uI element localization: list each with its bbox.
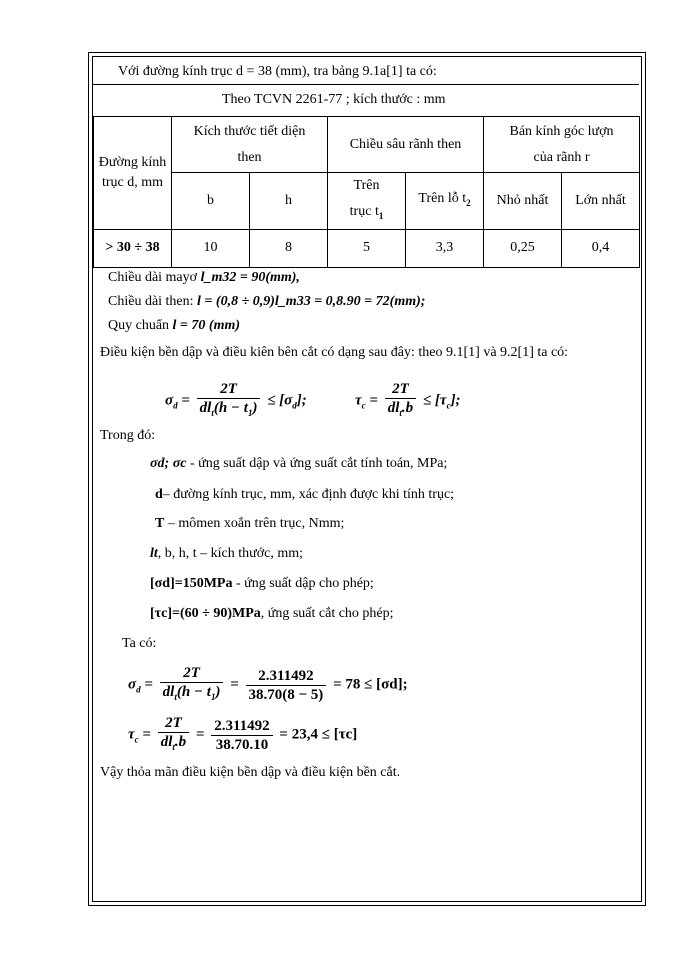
condition-paragraph: Điều kiện bền dập và điều kiên bên cắt có dạng sau đây: theo 9.1[1] và 9.2[1] ta có: (100, 345, 569, 360)
standard-text: Theo TCVN 2261-77 ; kích thước : mm (222, 92, 446, 107)
def-torque: T – mômen xoắn trên trục, Nmm; (155, 516, 345, 531)
formula-tau: $\tau_c$ = $\frac{2T}{dl_t.b}$ ≤ $[\tau_c]$; (355, 381, 461, 418)
def-allow-tau: [τc]=(60 ÷ 90)MPa, ứng suất cắt cho phép; (150, 606, 394, 621)
cell-rmin: 0,25 (484, 229, 562, 267)
header-min: Nhỏ nhất (484, 173, 562, 230)
cell-shaft-range: > 30 ÷ 38 (94, 229, 172, 267)
ta-co-label: Ta có: (122, 636, 157, 651)
header-shaft: Đường kính trục d, mm (94, 117, 172, 230)
def-dimensions: lt, b, h, t – kích thước, mm; (150, 546, 304, 561)
divider (93, 84, 639, 85)
def-stress: σd; σc - ứng suất dập và ứng suất cắt tính toán, MPa; (150, 456, 448, 471)
def-allow-sigma: [σd]=150MPa - ứng suất dập cho phép; (150, 576, 374, 591)
cell-t2: 3,3 (406, 229, 484, 267)
header-max: Lớn nhất (562, 173, 640, 230)
calc-sigma: $\sigma_d$ = $\frac{2T}{dl_t(h - t_1)}$ = $\frac{2.311492}{38.70(8 - 5)}$ = 78 ≤ [σd]; (128, 665, 408, 703)
hub-length-line: Chiều dài mayơ l_m32 = 90(mm), (108, 270, 300, 285)
header-depth: Chiều sâu rãnh then (328, 117, 484, 173)
cell-rmax: 0,4 (562, 229, 640, 267)
def-diameter: d– đường kính trục, mm, xác định được khi tính trục; (155, 487, 455, 502)
header-t2: Trên lỗ $t_2$ (406, 173, 484, 230)
calc-tau: $\tau_c$ = $\frac{2T}{dl_t.b}$ = $\frac{2.311492}{38.70.10}$ = 23,4 ≤ [τc] (128, 715, 358, 753)
header-radius: Bán kính góc lượn của rãnh r (484, 117, 640, 173)
intro-text: Với đường kính trục d = 38 (mm), tra bảng 9.1a[1] ta có: (118, 64, 437, 79)
conclusion-text: Vậy thỏa mãn điều kiện bền dập và điều kiện bền cắt. (100, 765, 401, 780)
cell-t1: 5 (328, 229, 406, 267)
header-t1: Trên trục $t_1$ (328, 173, 406, 230)
cell-b: 10 (172, 229, 250, 267)
formula-sigma: $\sigma_d$ = $\frac{2T}{dl_t(h - t_1)}$ ≤ $[\sigma_d]$; (165, 381, 307, 418)
key-spec-table (93, 116, 640, 268)
standardize-line: Quy chuẩn l = 70 (mm) (108, 318, 241, 333)
key-length-line: Chiều dài then: l = (0,8 ÷ 0,9)l_m33 = 0,8.90 = 72(mm); (108, 294, 426, 309)
header-b: b (172, 173, 250, 230)
header-h: h (250, 173, 328, 230)
where-label: Trong đó: (100, 428, 156, 443)
header-size: Kích thước tiết diện then (172, 117, 328, 173)
cell-h: 8 (250, 229, 328, 267)
